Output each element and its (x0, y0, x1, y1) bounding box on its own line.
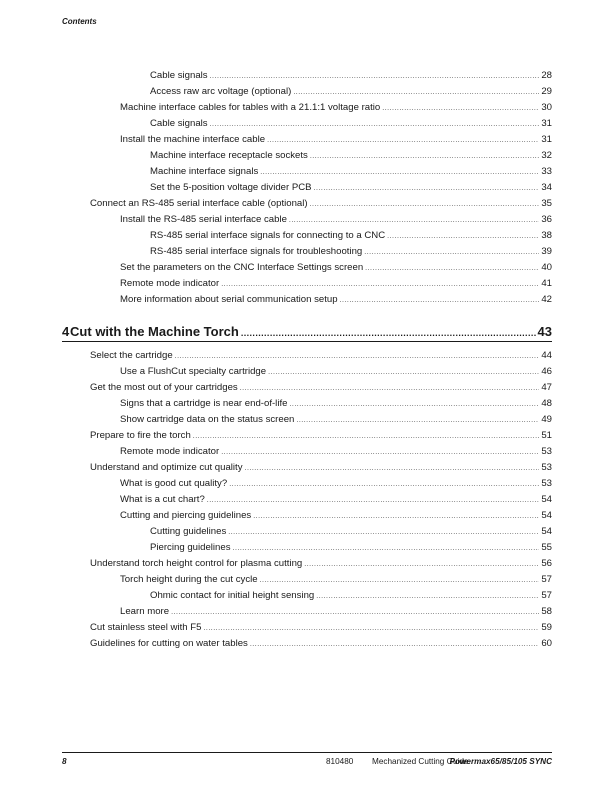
toc-entry-title: Show cartridge data on the status screen (120, 414, 295, 425)
toc-entry-title: Torch height during the cut cycle (120, 574, 258, 585)
toc-entry-title: Set the parameters on the CNC Interface Settings screen (120, 262, 364, 273)
toc-entry-title: Cut stainless steel with F5 (90, 622, 202, 633)
toc-entry[interactable] (90, 381, 552, 395)
leader-dots (340, 294, 540, 308)
toc-entry[interactable] (150, 69, 552, 83)
toc-entry-title: Cutting guidelines (150, 526, 227, 537)
toc-entry[interactable] (150, 245, 552, 259)
leader-dots (293, 86, 539, 100)
toc-entry-page: 28 (541, 70, 552, 81)
toc-entry-page: 42 (541, 294, 552, 305)
leader-dots (267, 134, 539, 148)
toc-entry[interactable] (120, 365, 552, 379)
leader-dots (310, 150, 539, 164)
leader-dots (316, 590, 539, 604)
toc-entry-title: Remote mode indicator (120, 446, 220, 457)
leader-dots (221, 446, 539, 460)
toc-entry[interactable] (120, 293, 552, 307)
leader-dots (245, 462, 540, 476)
toc-entry[interactable] (150, 525, 552, 539)
toc-entry-page: 40 (541, 262, 552, 273)
toc-entry-title: Prepare to fire the torch (90, 430, 191, 441)
toc-entry-page: 38 (541, 230, 552, 241)
toc-entry-page: 54 (541, 494, 552, 505)
toc-entry[interactable] (120, 445, 552, 459)
toc-entry-title: Install the machine interface cable (120, 134, 266, 145)
toc-entry[interactable] (120, 397, 552, 411)
footer-page-number: 8 (62, 757, 67, 766)
chapter-title: Cut with the Machine Torch (70, 324, 239, 339)
toc-entry-title: Get the most out of your cartridges (90, 382, 238, 393)
toc-entry-page: 58 (541, 606, 552, 617)
toc-entry-page: 59 (541, 622, 552, 633)
toc-entry-page: 36 (541, 214, 552, 225)
running-header: Contents (62, 17, 97, 26)
leader-dots (240, 382, 540, 396)
leader-dots (289, 214, 539, 228)
toc-entry-page: 44 (541, 350, 552, 361)
toc-entry[interactable] (150, 589, 552, 603)
toc-entry-title: RS-485 serial interface signals for troubleshooting (150, 246, 363, 257)
toc-entry[interactable] (90, 621, 552, 635)
leader-dots (260, 166, 539, 180)
leader-dots (210, 70, 540, 84)
leader-dots (365, 262, 539, 276)
toc-entry[interactable] (90, 349, 552, 363)
leader-dots (241, 328, 536, 338)
leader-dots (233, 542, 540, 556)
toc-entry-page: 53 (541, 446, 552, 457)
toc-entry-title: Cable signals (150, 70, 208, 81)
toc-entry-title: Access raw arc voltage (optional) (150, 86, 292, 97)
leader-dots (193, 430, 540, 444)
leader-dots (364, 246, 539, 260)
toc-entry-title: Understand and optimize cut quality (90, 462, 243, 473)
toc-entry-page: 53 (541, 462, 552, 473)
toc-entry-page: 53 (541, 478, 552, 489)
toc-entry-page: 55 (541, 542, 552, 553)
toc-entry-title: RS-485 serial interface signals for connecting to a CNC (150, 230, 386, 241)
leader-dots (304, 558, 539, 572)
toc-entry[interactable] (120, 133, 552, 147)
toc-entry[interactable] (120, 493, 552, 507)
toc-entry-title: Remote mode indicator (120, 278, 220, 289)
toc-entry-title: Machine interface receptacle sockets (150, 150, 308, 161)
toc-entry-title: Cable signals (150, 118, 208, 129)
toc-entry-page: 47 (541, 382, 552, 393)
toc-entry-page: 46 (541, 366, 552, 377)
toc-entry[interactable] (120, 413, 552, 427)
leader-dots (289, 398, 539, 412)
toc-entry[interactable] (120, 605, 552, 619)
toc-entry[interactable] (120, 101, 552, 115)
toc-entry[interactable] (120, 509, 552, 523)
toc-entry-title: Set the 5-position voltage divider PCB (150, 182, 312, 193)
toc-entry-page: 49 (541, 414, 552, 425)
footer-document-title: Mechanized Cutting Guide (372, 757, 469, 766)
toc-entry-page: 56 (541, 558, 552, 569)
toc-entry-page: 54 (541, 510, 552, 521)
toc-entry-page: 39 (541, 246, 552, 257)
leader-dots (175, 350, 540, 364)
toc-entry[interactable] (90, 429, 552, 443)
toc-entry-page: 33 (541, 166, 552, 177)
leader-dots (310, 198, 540, 212)
toc-entry-page: 32 (541, 150, 552, 161)
footer-rule (62, 752, 552, 753)
leader-dots (250, 638, 539, 652)
toc-entry[interactable] (120, 213, 552, 227)
leader-dots (253, 510, 539, 524)
toc-entry-page: 48 (541, 398, 552, 409)
toc-entry-page: 31 (541, 134, 552, 145)
toc-entry-title: Machine interface signals (150, 166, 259, 177)
toc-entry[interactable] (120, 573, 552, 587)
toc-entry[interactable] (90, 197, 552, 211)
toc-entry-title: Use a FlushCut specialty cartridge (120, 366, 267, 377)
toc-entry[interactable] (150, 181, 552, 195)
toc-entry-page: 35 (541, 198, 552, 209)
chapter-number: 4 (62, 324, 70, 339)
toc-entry-title: Signs that a cartridge is near end-of-life (120, 398, 288, 409)
leader-dots (314, 182, 540, 196)
toc-entry-title: Machine interface cables for tables with a 21.1:1 voltage ratio (120, 102, 381, 113)
toc-entry-title: Cutting and piercing guidelines (120, 510, 252, 521)
toc-entry-title: Guidelines for cutting on water tables (90, 638, 248, 649)
toc-entry-page: 57 (541, 574, 552, 585)
toc-entry-title: Connect an RS-485 serial interface cable (optional) (90, 198, 308, 209)
toc-entry[interactable] (150, 165, 552, 179)
toc-entry-title: Select the cartridge (90, 350, 173, 361)
toc-entry[interactable] (150, 85, 552, 99)
toc-entry-page: 29 (541, 86, 552, 97)
leader-dots (296, 414, 539, 428)
toc-entry-title: What is good cut quality? (120, 478, 228, 489)
leader-dots (171, 606, 539, 620)
chapter-page: 43 (537, 324, 552, 339)
toc-entry-title: Piercing guidelines (150, 542, 231, 553)
toc-entry-page: 51 (541, 430, 552, 441)
toc-entry-title: Ohmic contact for initial height sensing (150, 590, 315, 601)
leader-dots (210, 118, 540, 132)
chapter-rule (62, 341, 552, 342)
leader-dots (221, 278, 539, 292)
leader-dots (203, 622, 539, 636)
leader-dots (382, 102, 539, 116)
footer-product-name: Powermax65/85/105 SYNC (449, 757, 552, 766)
footer-document-number: 810480 (326, 757, 354, 766)
leader-dots (229, 478, 539, 492)
toc-entry-page: 54 (541, 526, 552, 537)
toc-entry[interactable] (150, 117, 552, 131)
toc-entry[interactable] (90, 557, 552, 571)
toc-entry-page: 41 (541, 278, 552, 289)
leader-dots (228, 526, 539, 540)
toc-entry-page: 60 (541, 638, 552, 649)
leader-dots (207, 494, 540, 508)
toc-entry[interactable] (120, 261, 552, 275)
toc-entry-title: Understand torch height control for plasma cutting (90, 558, 303, 569)
toc-entry[interactable] (90, 637, 552, 651)
toc-entry-page: 34 (541, 182, 552, 193)
toc-entry-page: 31 (541, 118, 552, 129)
toc-entry[interactable] (120, 277, 552, 291)
toc-entry-page: 30 (541, 102, 552, 113)
toc-entry[interactable] (150, 149, 552, 163)
toc-entry[interactable] (150, 229, 552, 243)
toc-entry[interactable] (150, 541, 552, 555)
toc-entry-title: More information about serial communication setup (120, 294, 338, 305)
leader-dots (268, 366, 539, 380)
toc-entry-page: 57 (541, 590, 552, 601)
leader-dots (260, 574, 540, 588)
toc-entry[interactable] (90, 461, 552, 475)
toc-entry[interactable] (120, 477, 552, 491)
leader-dots (387, 230, 539, 244)
chapter-heading[interactable] (62, 324, 552, 346)
toc-entry-title: Learn more (120, 606, 170, 617)
toc-entry-title: Install the RS-485 serial interface cable (120, 214, 287, 225)
toc-entry-title: What is a cut chart? (120, 494, 205, 505)
